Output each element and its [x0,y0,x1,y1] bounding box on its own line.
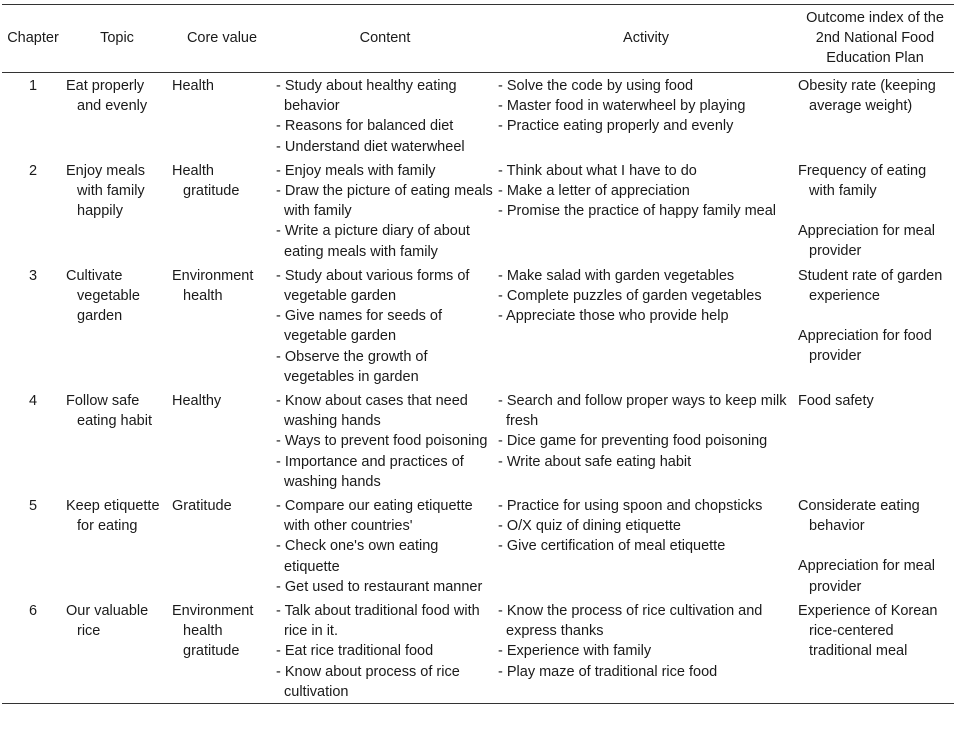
table-row [2,73,954,158]
header-chapter: Chapter [7,30,59,46]
chapter-cell [2,388,64,493]
header-topic: Topic [100,30,134,46]
content-item: - Reasons for balanced diet [276,118,454,135]
content-item: - Understand diet waterwheel [276,138,465,155]
outcome-spacer [798,536,952,556]
activity-item: - Practice eating properly and evenly [498,118,734,135]
outcome-cell [796,158,954,263]
header-activity: Activity [623,30,669,46]
core-value-text: Environment [172,267,254,284]
outcome-item: Considerate eating behavior [798,498,920,535]
content-item: - Write a picture diary of about eating meals with family [276,223,470,260]
content-item: - Check one's own eating etiquette [276,538,439,575]
outcome-item: Food safety [798,393,874,410]
core-value-cell [170,263,274,388]
table-row [2,263,954,388]
activity-item: - O/X quiz of dining etiquette [498,518,681,535]
content-cell [274,388,496,493]
topic-cell [64,598,170,704]
activity-cell [496,598,796,704]
chapter-cell [2,263,64,388]
header-core-value: Core value [186,30,258,46]
outcome-item: Obesity rate (keeping average weight) [798,78,936,115]
activity-cell [496,388,796,493]
content-item: - Know about cases that need washing hands [276,393,468,430]
table-row [2,388,954,493]
activity-item: - Think about what I have to do [498,162,697,179]
chapter-number: 4 [28,393,38,410]
core-value-cell [170,73,274,158]
activity-item: - Master food in waterwheel by playing [498,98,746,115]
activity-item: - Experience with family [498,643,652,660]
topic-text: Our valuable rice [66,603,149,640]
topic-cell [64,263,170,388]
outcome-item: Experience of Korean rice-centered traditional meal [798,603,938,660]
chapter-number: 2 [28,162,38,179]
activity-cell [496,73,796,158]
topic-cell [64,388,170,493]
content-item: - Get used to restaurant manner [276,578,483,595]
content-cell [274,598,496,704]
activity-item: - Make salad with garden vegetables [498,267,735,284]
outcome-cell [796,388,954,493]
outcome-item: Student rate of garden experience [798,267,943,305]
core-value-text: gratitude [183,643,240,660]
curriculum-table [2,4,954,704]
core-value-text: Health [172,162,214,179]
topic-text: Eat properly and evenly [66,78,148,115]
content-item: - Give names for seeds of vegetable garden [276,308,443,345]
table-row [2,158,954,263]
chapter-cell [2,493,64,598]
chapter-number: 1 [28,78,38,94]
header-outcome: Outcome index of the 2nd National Food Education Plan [806,10,944,66]
topic-cell [64,158,170,263]
chapter-number: 5 [28,498,38,515]
outcome-item: Appreciation for meal provider [798,558,936,595]
outcome-cell [796,493,954,598]
chapter-number: 3 [28,267,38,284]
content-cell [274,263,496,388]
core-value-cell [170,158,274,263]
content-cell [274,493,496,598]
content-item: - Know about process of rice cultivation [276,663,460,700]
topic-cell [64,493,170,598]
core-value-cell [170,388,274,493]
content-item: - Study about healthy eating behavior [276,78,457,115]
outcome-cell [796,598,954,704]
activity-item: - Give certification of meal etiquette [498,538,726,555]
core-value-text: health [183,288,223,305]
outcome-item: Frequency of eating with family [798,162,927,200]
activity-item: - Make a letter of appreciation [498,183,690,200]
activity-item: - Know the process of rice cultivation and express thanks [498,603,763,640]
core-value-text: Gratitude [172,498,232,515]
content-item: - Enjoy meals with family [276,162,436,179]
outcome-cell [796,73,954,158]
content-item: - Study about various forms of vegetable garden [276,267,470,305]
chapter-cell [2,598,64,704]
activity-item: - Appreciate those who provide help [498,308,729,325]
outcome-spacer [798,306,952,326]
activity-item: - Search and follow proper ways to keep milk fresh [498,393,787,430]
activity-item: - Write about safe eating habit [498,453,692,470]
content-cell [274,73,496,158]
content-item: - Importance and practices of washing hands [276,453,464,490]
activity-item: - Play maze of traditional rice food [498,663,718,680]
table-row [2,493,954,598]
content-cell [274,158,496,263]
content-item: - Talk about traditional food with rice in it. [276,603,480,640]
activity-cell [496,158,796,263]
activity-item: - Practice for using spoon and chopsticks [498,498,763,515]
outcome-cell [796,263,954,388]
chapter-cell [2,158,64,263]
topic-text: Enjoy meals with family happily [66,162,145,220]
activity-item: - Solve the code by using food [498,78,694,94]
table-body [2,73,954,704]
header-row [2,5,954,73]
chapter-cell [2,73,64,158]
core-value-text: Health [172,78,214,94]
outcome-spacer [798,201,952,221]
content-item: - Observe the growth of vegetables in garden [276,348,428,385]
activity-item: - Promise the practice of happy family meal [498,203,777,220]
activity-cell [496,493,796,598]
activity-item: - Complete puzzles of garden vegetables [498,288,762,305]
table-row [2,598,954,704]
chapter-number: 6 [28,603,38,620]
outcome-item: Appreciation for meal provider [798,223,936,260]
core-value-cell [170,598,274,704]
header-content: Content [359,30,411,46]
core-value-text: health [183,623,223,640]
topic-text: Cultivate vegetable garden [66,267,140,325]
outcome-item: Appreciation for food provider [798,328,932,365]
content-item: - Ways to prevent food poisoning [276,433,488,450]
content-item: - Draw the picture of eating meals with family [276,183,493,220]
core-value-text: Environment [172,603,254,620]
topic-cell [64,73,170,158]
topic-text: Follow safe eating habit [66,393,152,430]
content-item: - Compare our eating etiquette with other countries' [276,498,473,535]
content-item: - Eat rice traditional food [276,643,434,660]
topic-text: Keep etiquette for eating [66,498,160,535]
activity-cell [496,263,796,388]
core-value-text: Healthy [172,393,222,410]
core-value-text: gratitude [183,183,240,200]
activity-item: - Dice game for preventing food poisoning [498,433,768,450]
core-value-cell [170,493,274,598]
